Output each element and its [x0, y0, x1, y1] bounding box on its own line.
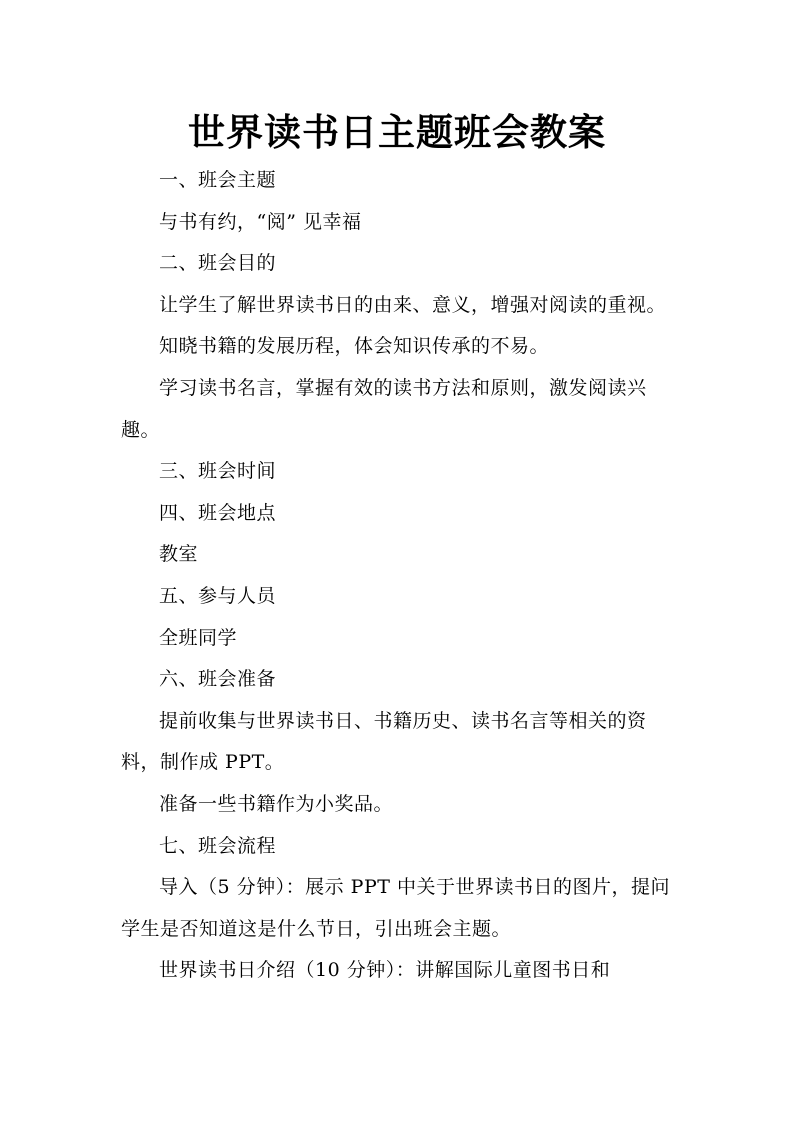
document-title: 世界读书日主题班会教案 [188, 110, 606, 154]
section-heading-purpose: 二、班会目的 [159, 252, 277, 275]
section-heading-time: 三、班会时间 [159, 460, 277, 483]
paragraph-purpose-3: 学习读书名言，掌握有效的读书方法和原则，激发阅读兴趣。 [121, 376, 647, 441]
paragraph-preparation-2: 准备一些书籍作为小奖品。 [159, 792, 394, 815]
paragraph-purpose-1: 让学生了解世界读书日的由来、意义，增强对阅读的重视。 [159, 293, 667, 316]
paragraph-process-intro: 导入（5 分钟）：展示 PPT 中关于世界读书日的图片，提问学生是否知道这是什么节日，引出班会主题。 [121, 876, 670, 940]
paragraph-purpose-2: 知晓书籍的发展历程，体会知识传承的不易。 [159, 335, 550, 358]
section-heading-participants: 五、参与人员 [159, 584, 277, 607]
section-heading-process: 七、班会流程 [159, 834, 277, 857]
document-body [121, 160, 681, 992]
section-heading-preparation: 六、班会准备 [159, 668, 277, 691]
paragraph-process-reading-day: 世界读书日介绍（10 分钟）：讲解国际儿童图书日和 [159, 959, 611, 982]
section-heading-location: 四、班会地点 [159, 501, 277, 524]
paragraph-participants: 全班同学 [159, 626, 238, 649]
paragraph-theme-content: 与书有约，“阅” 见幸福 [159, 210, 362, 233]
paragraph-location: 教室 [159, 543, 199, 566]
paragraph-preparation-1: 提前收集与世界读书日、书籍历史、读书名言等相关的资料，制作成 PPT。 [121, 709, 647, 774]
section-heading-theme: 一、班会主题 [159, 169, 277, 191]
